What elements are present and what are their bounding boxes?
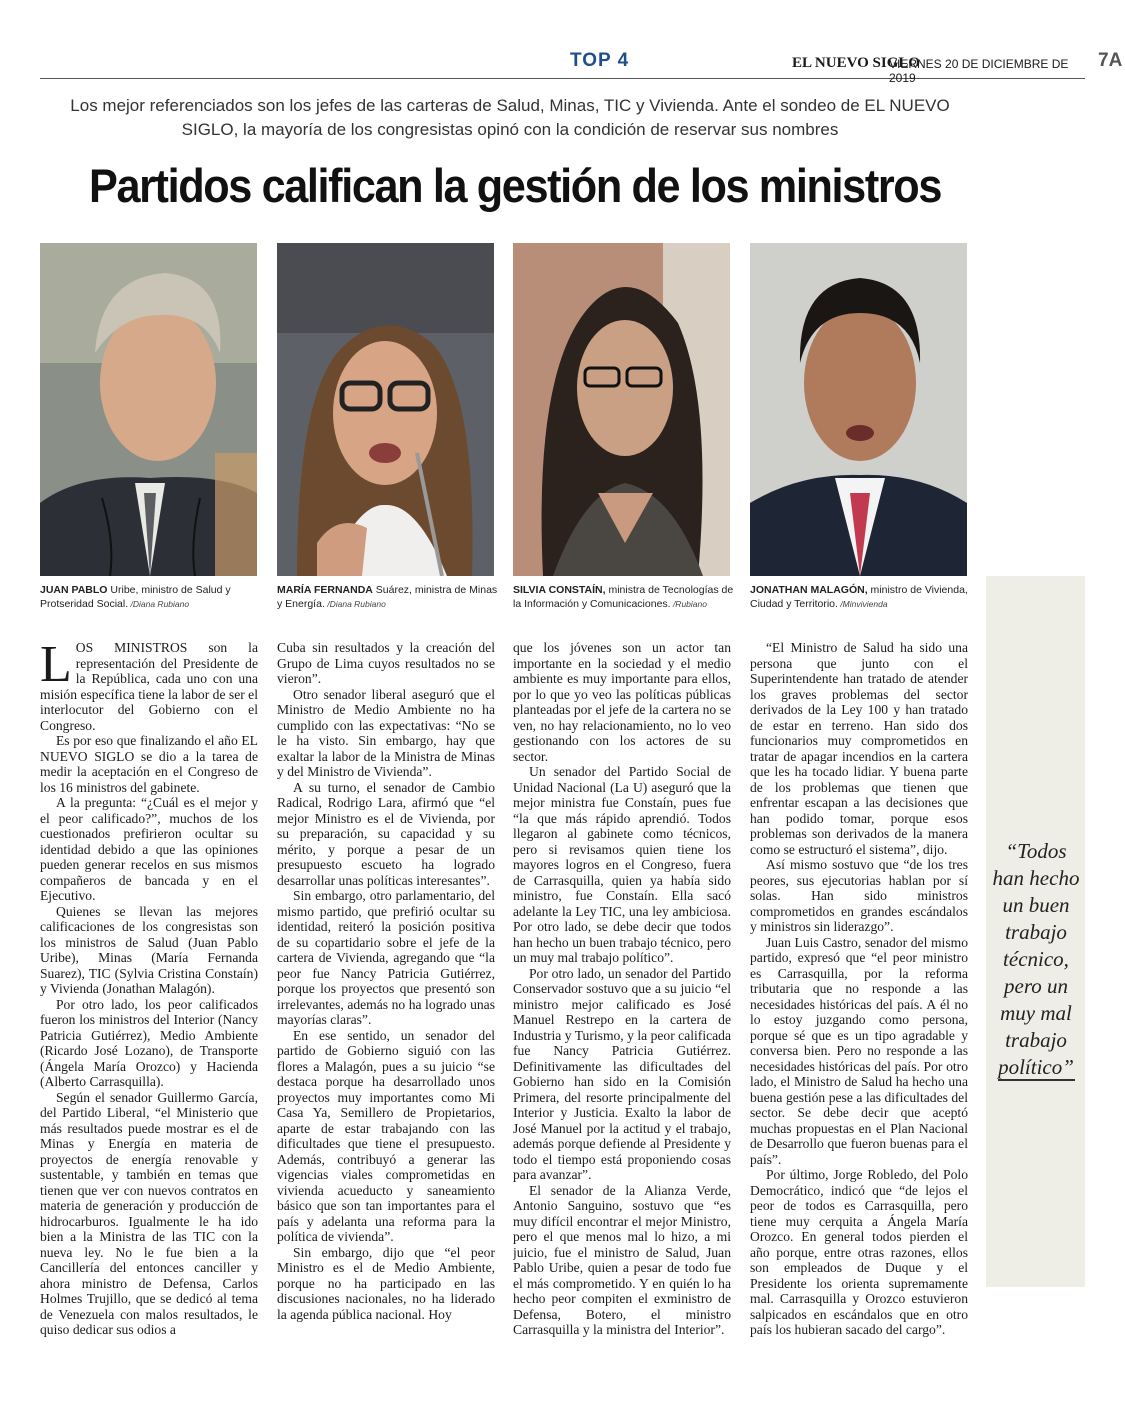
caption-3 [513, 583, 735, 611]
photo-juan-pablo-uribe [40, 243, 257, 576]
caption-desc: ministro de Vivienda, Ciudad y Territorio. [750, 584, 968, 610]
caption-desc: Suárez, ministra de Minas y Energía. [277, 584, 498, 610]
caption-2 [277, 583, 499, 611]
article-column-2 [277, 640, 495, 1350]
page-number: 7A [1098, 50, 1123, 71]
paragraph: Por último, Jorge Robledo, del Polo Democrático, indicó que “de lejos el peor de todos es Carrasquilla, pero tiene muy cerquita a Ángela María Orozco. En general todos pierden el año porque, entre otras razones, ellos son empleados de Duque y el Presidente los orienta supremamente mal. Carrasquilla y Orozco estuvieron salpicados en escándalos que en otro país los hubieran sacado del cargo”. [750, 1167, 968, 1337]
pullquote: “Todos han hecho un buen trabajo técnico, pero un muy mal trabajo político” [992, 839, 1080, 1079]
drop-cap: L [40, 640, 72, 693]
caption-desc: Uribe, ministro de Salud y Protseridad Social. [40, 584, 231, 610]
paragraph: Quienes se llevan las mejores calificaciones de los congresistas son los ministros de Salud (Juan Pablo Uribe), Minas (María Fernanda Suarez), TIC (Sylvia Cristina Constaín) y Vivienda (Jonathan Malagón). [40, 903, 258, 996]
photo-maria-fernanda-suarez [277, 243, 494, 576]
caption-name: MARÍA FERNANDA [277, 584, 373, 596]
paragraph: Así mismo sostuvo que “de los tres peores, sus ejecutorias hablan por sí solas. Han sido ministros comprometidos en grandes escándalos y ministros sin liderazgo”. [750, 857, 968, 934]
paragraph: A la pregunta: “¿Cuál es el mejor y el peor calificado?”, muchos de los cuestionados prefirieron ocultar su identidad debido a que las opiniones pueden generar recelos en sus mismos compañeros de bancada y en el Ejecutivo. [40, 795, 258, 903]
caption-credit: /Diana Rubiano [324, 599, 386, 609]
paragraph: “El Ministro de Salud ha sido una persona que junto con el Superintendente han tratado de atender los graves problemas del sector derivados de la Ley 100 y han tratado de estar en terreno. Han sido dos funcionarios muy comprometidos en tratar de apagar incendios en la cartera que les ha tocado lidiar. Y buena parte de los problemas que tienen que enfrentar escapan a las decisiones que han podido tomar, porque esos problemas son derivados de la manera como se estructuró el sistema”, dijo. [750, 640, 968, 857]
article-column-4 [750, 640, 968, 1350]
paragraph: Otro senador liberal aseguró que el Ministro de Medio Ambiente no ha cumplido con las expectativas: “No se le ha visto. Sin embargo, hay que exaltar la labor de la Ministra de Minas y del Ministro de Vivienda”. [277, 686, 495, 779]
headline: Partidos califican la gestión de los ministros [88, 159, 942, 212]
paragraph: A su turno, el senador de Cambio Radical, Rodrigo Lara, afirmó que “el mejor Ministro es el de Vivienda, por su preparación, su capacidad y su mérito, y porque a pesar de un presupuesto escueto ha logrado desarrollar unas políticas interesantes”. [277, 779, 495, 888]
paragraph: Sin embargo, dijo que “el peor Ministro es el de Medio Ambiente, porque no ha participado en las discusiones nacionales, no ha liderado la agenda pública nacional. Hoy [277, 1244, 495, 1322]
paragraph: En ese sentido, un senador del partido de Gobierno siguió con las flores a Malagón, pues a su juicio “se destaca porque ha desarrollado unos proyectos muy importantes como Mi Casa Ya, Semillero de Propietarios, aparte de estar trabajando con las dificultades que tiene el presupuesto. Además, contribuyó a generar las vigencias viales comprometidas en vivienda acueducto y saneamiento básico que son tan importantes para el país y adelanta una reforma para la política de vivienda”. [277, 1027, 495, 1244]
paragraph: Cuba sin resultados y la creación del Grupo de Lima cuyos resultados no se vieron”. [277, 640, 495, 686]
caption-desc: ministra de Tecnologías de la Información y Comunicaciones. [513, 584, 734, 610]
dateline: VIERNES 20 DE DICIEMBRE DE 2019 [889, 57, 1069, 85]
paragraph: Por otro lado, un senador del Partido Conservador sostuvo que a su juicio “el ministro mejor calificado es José Manuel Restrepo en la cartera de Industria y Turismo, y la peor calificada fue Nancy Patricia Gutiérrez. Definitivamente las dificultades del Gobierno han sido en la Comisión Primera, del resorte principalmente del Interior y Justicia. Exalto la labor de José Manuel por la actitud y el trabajo, además porque defiende al Presidente y todo el tiempo está proponiendo cosas para avanzar”. [513, 965, 731, 1182]
paragraph: Juan Luis Castro, senador del mismo partido, expresó que “el peor ministro es Carrasquilla, por la reforma tributaria que no responde a las necesidades históricas del país. A él no lo estoy juzgando como persona, porque sé que es un tipo agradable y conversa bien. Pero no responde a las necesidades históricas del país. Por otro lado, el Ministro de Salud ha hecho una buena gestión pese a las dificultades del sector. Se debe decir que aceptó muchas propuestas en el Plan Nacional de Desarrollo que fueron buenas para el país”. [750, 934, 968, 1167]
paragraph: Por otro lado, los peor calificados fueron los ministros del Interior (Nancy Patricia Gutiérrez), Medio Ambiente (Ricardo José Lozano), de Transporte (Ángela María Orozco) y Hacienda (Alberto Carrasquilla). [40, 996, 258, 1089]
caption-credit: /Minvivienda [837, 599, 888, 609]
masthead: EL NUEVO SIGLO [792, 55, 921, 71]
paragraph-text: OS MINISTROS son la representación del Presidente de la República, cada uno con una misión específica tiene la labor de ser el interlocutor del Gobierno con el Congreso. [40, 640, 258, 733]
caption-4 [750, 583, 972, 611]
article-column-1 [40, 640, 258, 1350]
paragraph: Un senador del Partido Social de Unidad Nacional (La U) aseguró que la mejor ministra fue Constaín, pues fue “la que más rápido aprendió. Todos llegaron al gabinete como técnicos, pero si revisamos quien tiene los mayores logros en el Congreso, fuera de Carrasquilla, quien ya había sido ministro, fue Constaín. Ella sacó adelante la Ley TIC, una ley ambiciosa. Por otro lado, se debe decir que todos han hecho un buen trabajo técnico, pero un muy mal trabajo político”. [513, 764, 731, 965]
paragraph [40, 640, 258, 733]
kicker: Los mejor referenciados son los jefes de las carteras de Salud, Minas, TIC y Vivienda. Ante el sondeo de EL NUEVO SIGLO, la mayoría de los congresistas opinó con la condición de reservar sus nombres [70, 96, 950, 139]
caption-credit: /Rubiano [670, 599, 707, 609]
paragraph: que los jóvenes son un actor tan importante en la sociedad y el medio ambiente es muy importante para ellos, por lo que yo veo las políticas públicas planteadas por el jefe de la cartera no se ven, no hay relacionamiento, no lo veo gestionando con los actores de su sector. [513, 640, 731, 764]
caption-name: SILVIA CONSTAÍN, [513, 584, 606, 596]
pullquote-rule [998, 1079, 1075, 1081]
paragraph: El senador de la Alianza Verde, Antonio Sanguino, sostuvo que “es muy difícil encontrar el mejor Ministro, pero el que menos mal lo hizo, a mi juicio, fue el ministro de Salud, Juan Pablo Uribe, quien a pesar de todo fue el más comprometido. Y en quién lo ha hecho peor compiten el exministro de Defensa, Botero, el ministro Carrasquilla y la ministra del Interior”. [513, 1182, 731, 1337]
paragraph: Es por eso que finalizando el año EL NUEVO SIGLO se dio a la tarea de medir la aceptación en el Congreso de los 16 ministros del gabinete. [40, 733, 258, 795]
article-column-3 [513, 640, 731, 1350]
caption-1 [40, 583, 262, 611]
photo-silvia-constain [513, 243, 730, 576]
caption-name: JUAN PABLO [40, 584, 108, 596]
section-label: TOP 4 [570, 50, 630, 71]
paragraph: Según el senador Guillermo García, del Partido Liberal, “el Ministerio que más resultados puede mostrar es el de Minas y Energía en materia de proyectos de energía renovable y sustentable, y también en temas que tienen que ver con nuevos contratos en materia de generación y producción de hidrocarburos. Igualmente le ha ido bien a la Ministra de las TIC con la nueva ley. No le fue bien a la Cancillería del entonces canciller y ahora ministro de Defensa, Carlos Holmes Trujillo, que se dedicó al tema de Venezuela con malos resultados, le quiso dedicar sus odios a [40, 1089, 258, 1337]
caption-name: JONATHAN MALAGÓN, [750, 584, 868, 596]
page-header [40, 48, 1123, 85]
photo-jonathan-malagon [750, 243, 967, 576]
caption-credit: /Diana Rubiano [128, 599, 190, 609]
paragraph: Sin embargo, otro parlamentario, del mismo partido, que prefirió ocultar su identidad, reiteró la posición positiva de su copartidario sobre el jefe de la cartera de Vivienda, agregando que “la peor fue Nancy Patricia Gutiérrez, porque los proyectos que presentó son irrelevantes, además no ha logrado unas mayorías claras”. [277, 888, 495, 1027]
